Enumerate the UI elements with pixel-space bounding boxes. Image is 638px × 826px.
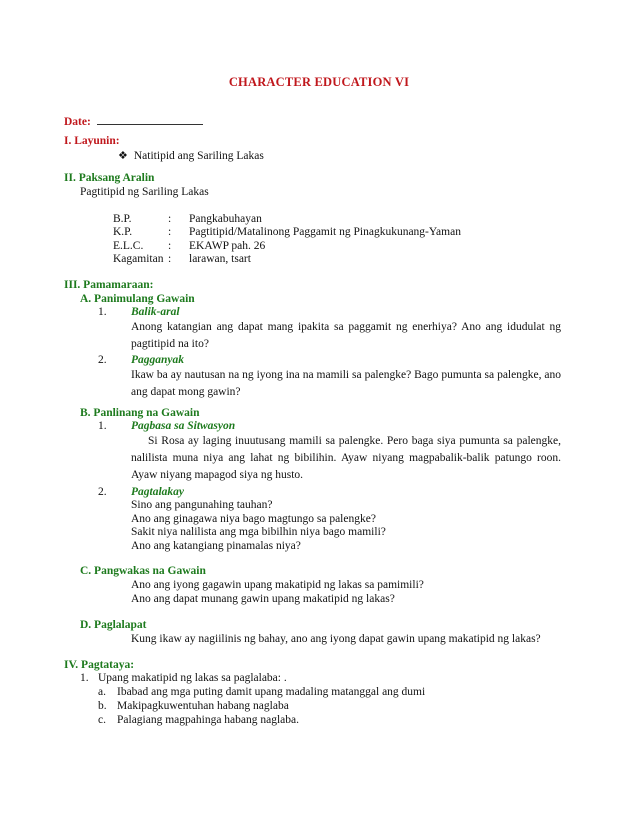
info-key: B.P. (113, 213, 132, 225)
date-label: Date: (64, 116, 91, 128)
assessment-item-number: 1. (80, 672, 89, 684)
subsection-a-heading: A. Panimulang Gawain (80, 293, 195, 305)
info-sep: : (168, 226, 172, 238)
b-item1-title: Pagbasa sa Sitwasyon (131, 420, 236, 432)
choice-text: Palagiang magpahinga habang naglaba. (117, 714, 300, 726)
date-blank-line (97, 113, 203, 125)
section-2-heading: II. Paksang Aralin (64, 172, 155, 184)
section-3-heading: III. Pamamaraan: (64, 279, 154, 291)
subsection-c-heading: C. Pangwakas na Gawain (80, 565, 206, 577)
closing-line: Ano ang dapat munang gawin upang makatipid ng lakas? (131, 593, 395, 605)
choice-text: Ibabad ang mga puting damit upang madaling matanggal ang dumi (117, 686, 426, 698)
b-item2-title: Pagtalakay (131, 486, 185, 498)
subsection-b-heading: B. Panlinang na Gawain (80, 407, 200, 419)
discussion-question: Ano ang ginagawa niya bago magtungo sa palengke? (131, 513, 376, 525)
diamond-bullet-icon: ❖ (118, 150, 128, 162)
info-key: Kagamitan (113, 253, 164, 265)
info-sep: : (168, 213, 172, 225)
choice-letter: c. (98, 714, 106, 726)
info-row-kagamitan (113, 253, 533, 267)
closing-line: Ano ang iyong gagawin upang makatipid ng lakas sa pamimili? (131, 579, 424, 591)
discussion-question: Ano ang katangiang pinamalas niya? (131, 540, 301, 552)
info-sep: : (168, 253, 172, 265)
subsection-d-heading: D. Paglalapat (80, 619, 147, 631)
b-item1-text: Si Rosa ay laging inuutusang mamili sa palengke. Pero baga siya pumunta sa palengke, nalilista muna niya ang lahat ng bibilihin. Ayaw niyang magpabalik-balik patungo roon. Ayaw niyang mapagod siya ng husto. (131, 435, 561, 481)
a-item2-text: Ikaw ba ay nautusan na ng iyong ina na mamili sa palengke? Bago pumunta sa palengke, ano ang dapat mong gawin? (131, 369, 561, 398)
info-row-elc (113, 240, 533, 254)
objective-bullet (118, 149, 264, 162)
b-item2-number: 2. (98, 486, 107, 498)
info-value: Pangkabuhayan (189, 213, 262, 225)
info-value: Pagtitipid/Matalinong Paggamit ng Pinagkukunang-Yaman (189, 226, 461, 238)
info-row-bp (113, 213, 533, 227)
a-item2-title: Pagganyak (131, 354, 185, 366)
a-item1-text: Anong katangian ang dapat mang ipakita sa paggamit ng enerhiya? Ano ang idudulat ng pagtitipid na ito? (131, 321, 561, 350)
section-4-heading: IV. Pagtataya: (64, 659, 135, 671)
info-value: EKAWP pah. 26 (189, 240, 266, 252)
b-item1-number: 1. (98, 420, 107, 432)
objective-text: Natitipid ang Sariling Lakas (133, 150, 264, 162)
info-key: E.L.C. (113, 240, 144, 252)
discussion-question: Sakit niya nalilista ang mga bibilhin niya bago mamili? (131, 526, 386, 538)
a-item2-number: 2. (98, 354, 107, 366)
info-row-kp (113, 226, 533, 240)
info-value: larawan, tsart (189, 253, 251, 265)
discussion-question: Sino ang pangunahing tauhan? (131, 499, 273, 511)
section-1-heading: I. Layunin: (64, 135, 120, 147)
page-title: CHARACTER EDUCATION VI (228, 75, 410, 89)
date-row (64, 113, 203, 128)
assessment-item-text: Upang makatipid ng lakas sa paglalaba: . (98, 672, 287, 684)
a-item1-number: 1. (98, 306, 107, 318)
info-key: K.P. (113, 226, 133, 238)
a-item1-title: Balik-aral (131, 306, 180, 318)
choice-letter: b. (98, 700, 107, 712)
choice-letter: a. (98, 686, 106, 698)
choice-text: Makipagkuwentuhan habang naglaba (117, 700, 289, 712)
application-line: Kung ikaw ay nagiilinis ng bahay, ano ang iyong dapat gawin upang makatipid ng lakas? (131, 633, 541, 645)
info-sep: : (168, 240, 172, 252)
section-2-subtitle: Pagtitipid ng Sariling Lakas (80, 186, 209, 198)
